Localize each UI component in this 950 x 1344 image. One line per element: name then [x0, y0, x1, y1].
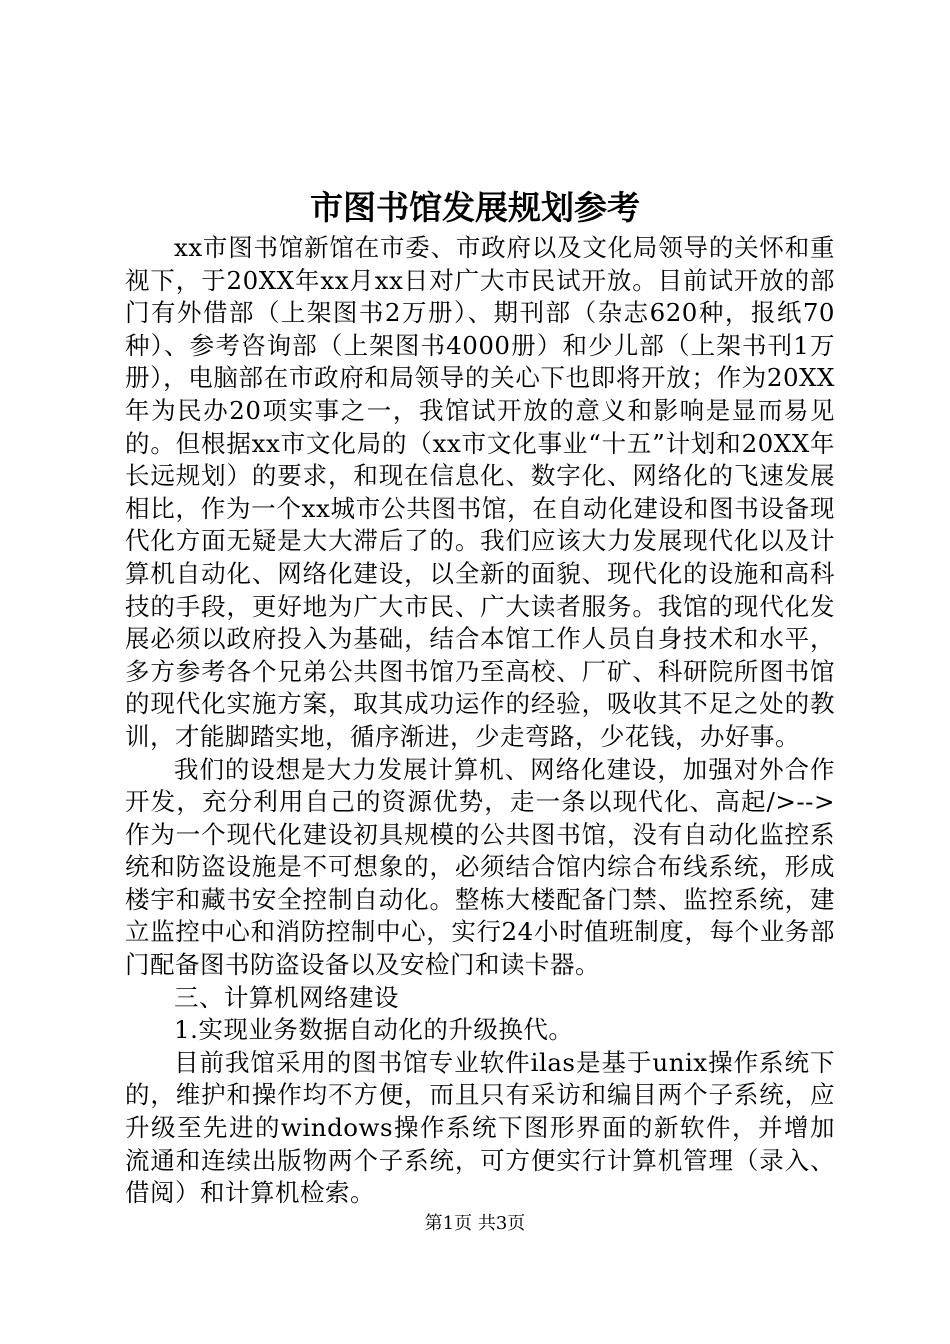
section-heading: 三、计算机网络建设 — [174, 982, 399, 1012]
sub-heading: 1.实现业务数据自动化的升级换代。 — [174, 1015, 574, 1045]
document-body — [125, 232, 835, 1210]
page-footer: 第1页 共3页 — [424, 1213, 526, 1234]
paragraph-3: 目前我馆采用的图书馆专业软件ilas是基于unix操作系统下的，维护和操作均不方便，而且只有采访和编目两个子系统，应升级至先进的windows操作系统下图形界面的新软件，并增加流通和连续出版物两个子系统，可方便实行计算机管理（录入、借阅）和计算机检索。 — [125, 1047, 835, 1208]
paragraph-1: xx市图书馆新馆在市委、市政府以及文化局领导的关怀和重视下，于20XX年xx月xx日对广大市民试开放。目前试开放的部门有外借部（上架图书2万册）、期刊部（杂志620种，报纸70种）、参考咨询部（上架图书4000册）和少儿部（上架书刊1万册），电脑部在市政府和局领导的关心下也即将开放；作为20XX年为民办20项实事之一，我馆试开放的意义和影响是显而易见的。但根据xx市文化局的（xx市文化事业“十五”计划和20XX年长远规划）的要求，和现在信息化、数字化、网络化的飞速发展相比，作为一个xx城市公共图书馆，在自动化建设和图书设备现代化方面无疑是大大滞后了的。我们应该大力发展现代化以及计算机自动化、网络化建设，以全新的面貌、现代化的设施和高科技的手段，更好地为广大市民、广大读者服务。我馆的现代化发展必须以政府投入为基础，结合本馆工作人员自身技术和水平，多方参考各个兄弟公共图书馆乃至高校、厂矿、科研院所图书馆的现代化实施方案，取其成功运作的经验，吸收其不足之处的教训，才能脚踏实地，循序渐进，少走弯路，少花钱，办好事。 — [125, 233, 835, 751]
paragraph-2: 我们的设想是大力发展计算机、网络化建设，加强对外合作开发，充分利用自己的资源优势，走一条以现代化、高起/>-->作为一个现代化建设初具规模的公共图书馆，没有自动化监控系统和防盗设施是不可想象的，必须结合馆内综合布线系统，形成楼宇和藏书安全控制自动化。整栋大楼配备门禁、监控系统，建立监控中心和消防控制中心，实行24小时值班制度，每个业务部门配备图书防盗设备以及安检门和读卡器。 — [125, 754, 835, 980]
document-title: 市图书馆发展规划参考 — [310, 188, 640, 227]
